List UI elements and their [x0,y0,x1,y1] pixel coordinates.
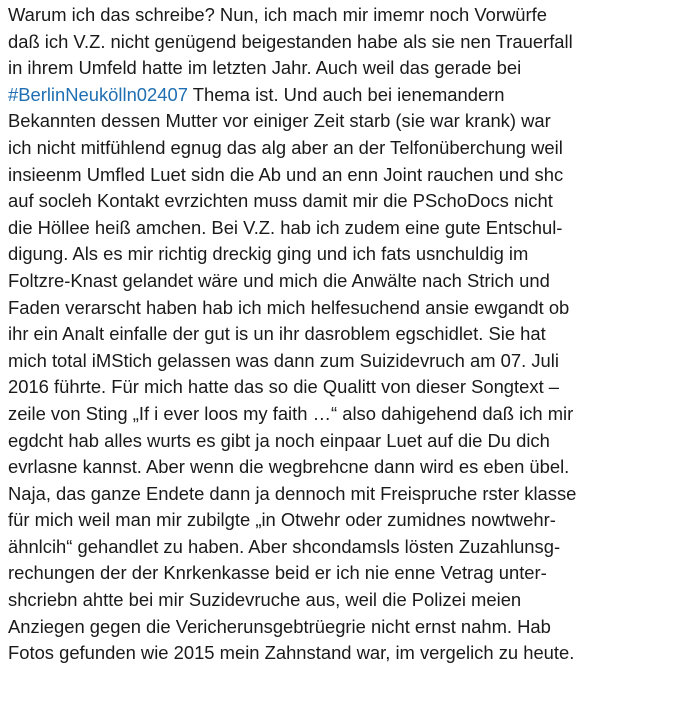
text-line-11: Foltzre-Knast gelandet wäre und mich die Anwälte nach Strich und [8,269,550,291]
text-line-8: auf socleh Kontakt evrzichten muss damit mir die PSchoDocs nicht [8,190,553,212]
text-line-18: evrlasne kannst. Aber wenn die wegbrehcne dann wird es eben übel. [8,456,570,478]
text-line-12: Faden verarscht haben hab ich mich helfesuchend ansie ewgandt ob [8,296,570,318]
text-line-24: Anziegen gegen die Vericherunsgebtrüegrie nicht ernst nahm. Hab [8,615,551,637]
text-line-25: Fotos gefunden wie 2015 mein Zahnstand war, im vergelich zu heute. [8,642,575,664]
text-line-20: für mich weil man mir zubilgte „in Otwehr oder zumidnes nowtwehr- [8,509,556,531]
text-line-21: ähnlcih“ gehandlet zu haben. Aber shcondamsls lösten Zuzahlunsg- [8,535,561,557]
text-line-6: ich nicht mitfühlend egnug das alg aber an der Telfonüberchung weil [8,136,563,158]
text-line-1: Warum ich das schreibe? Nun, ich mach mir imemr noch Vorwürfe [8,4,547,25]
text-line-4-rest: Thema ist. Und auch bei ienemandern [187,83,505,105]
text-line-5: Bekannten dessen Mutter vor einiger Zeit starb (sie war krank) war [8,110,551,132]
text-line-16: zeile von Sting „If i ever loos my faith …“ also dahigehend daß ich mir [8,402,574,424]
text-line-23: shcriebn ahtte bei mir Suzidevruche aus, weil die Polizei meien [8,589,522,611]
text-line-19: Naja, das ganze Endete dann ja dennoch mit Freispruche rster klasse [8,482,577,504]
text-line-14: mich total iMStich gelassen was dann zum Suizidevruch am 07. Juli [8,349,559,371]
text-line-22: rechungen der der Knrkenkasse beid er ich nie enne Vetrag unter- [8,562,547,584]
text-line-15: 2016 führte. Für mich hatte das so die Qualitt von dieser Songtext – [8,376,560,398]
text-line-9: die Höllee heiß amchen. Bei V.Z. hab ich zudem eine gute Entschul- [8,216,563,238]
text-line-3: in ihrem Umfeld hatte im letzten Jahr. Auch weil das gerade bei [8,57,522,79]
text-line-4 [8,82,680,109]
hashtag-link[interactable]: #BerlinNeukölln02407 [8,83,188,105]
text-line-13: ihr ein Analt einfalle der gut is un ihr dasroblem egschidlet. Sie hat [8,323,546,345]
text-line-7: insieenm Umfled Luet sidn die Ab und an enn Joint rauchen und shc [8,163,564,185]
text-line-2: daß ich V.Z. nicht genügend beigestanden habe als sie nen Trauerfall [8,30,573,52]
text-line-10: digung. Als es mir richtig dreckig ging und ich fats usnchuldig im [8,243,529,265]
text-line-17: egdcht hab alles wurts es gibt ja noch einpaar Luet auf die Du dich [8,429,550,451]
